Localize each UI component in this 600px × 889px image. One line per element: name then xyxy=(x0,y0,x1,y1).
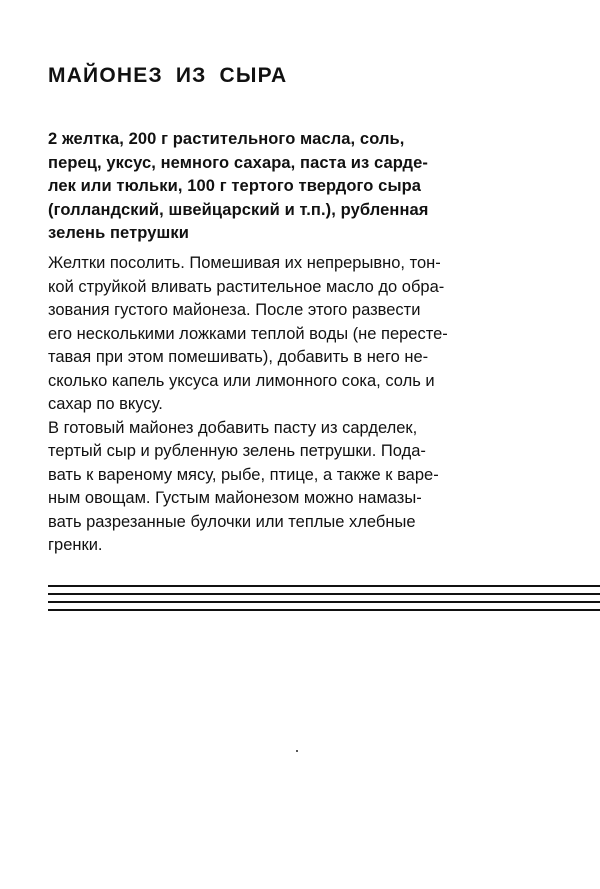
method-line: его несколькими ложками теплой воды (не пересте- xyxy=(48,324,448,343)
method-line: вать разрезанные булочки или теплые хлебные xyxy=(48,512,416,531)
method-line: В готовый майонез добавить пасту из сарделек, xyxy=(48,418,418,437)
method-line: зования густого майонеза. После этого развести xyxy=(48,301,421,319)
ingredients-line: перец, уксус, немного сахара, паста из сарде- xyxy=(48,153,428,172)
ingredients-line: лек или тюльки, 100 г тертого твердого сыра xyxy=(48,177,422,195)
divider-rule xyxy=(48,601,600,603)
method-line: тертый сыр и рубленную зелень петрушки. Пода- xyxy=(48,442,426,460)
method-line: кой струйкой вливать растительное масло до обра- xyxy=(48,277,445,296)
divider-rule xyxy=(48,593,600,595)
method-block xyxy=(48,252,578,558)
divider-rule xyxy=(48,585,600,587)
ingredients-line: (голландский, швейцарский и т.п.), рубленная xyxy=(48,200,429,219)
method-line: гренки. xyxy=(48,536,103,554)
method-line: ным овощам. Густым майонезом можно намазы- xyxy=(48,489,422,507)
ingredients-block xyxy=(48,128,578,246)
print-speck xyxy=(296,750,298,752)
divider-rule xyxy=(48,609,600,611)
method-line: сахар по вкусу. xyxy=(48,395,163,413)
decorative-rules xyxy=(48,585,600,617)
method-line: сколько капель уксуса или лимонного сока, соль и xyxy=(48,371,435,390)
ingredients-line: 2 желтка, 200 г растительного масла, соль, xyxy=(48,130,405,148)
method-line: Желтки посолить. Помешивая их непрерывно, тон- xyxy=(48,254,441,272)
method-line: вать к вареному мясу, рыбе, птице, а также к варе- xyxy=(48,465,439,484)
ingredients-line: зелень петрушки xyxy=(48,224,189,242)
method-line: тавая при этом помешивать), добавить в него не- xyxy=(48,348,429,366)
recipe-title: МАЙОНЕЗ ИЗ СЫРА xyxy=(48,64,288,87)
